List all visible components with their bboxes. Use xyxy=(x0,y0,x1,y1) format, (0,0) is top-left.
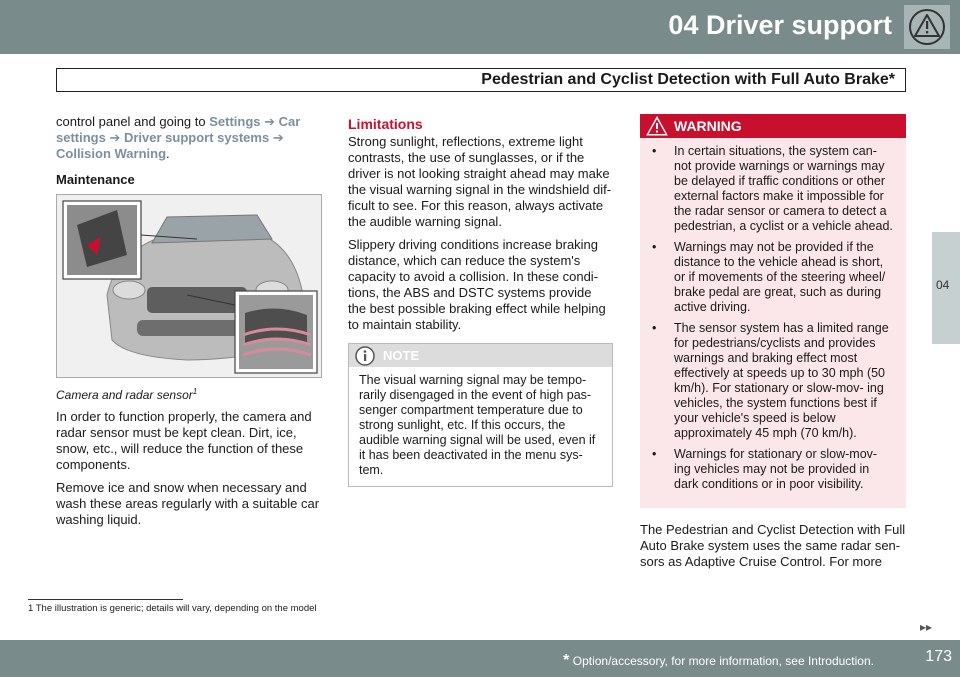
next-page-arrows-icon[interactable]: ▸▸ xyxy=(920,620,933,634)
maintenance-heading: Maintenance xyxy=(56,172,135,187)
footer-note: * Option/accessory, for more information, see Introduction. xyxy=(563,652,874,669)
limitations-paragraph-2: Slippery driving conditions increase braking distance, which can reduce the system's capacity to avoid a collision. In these condi- tions, the ABS and DSTC systems provide the best possible braking effect while helping to maintain stability. xyxy=(348,237,606,332)
column-1 xyxy=(56,114,324,535)
footnote-divider xyxy=(28,599,183,600)
arrow-right-icon: ➔ xyxy=(105,130,124,145)
menu-path-paragraph: control panel and going to Settings ➔ Car settings ➔ Driver support systems ➔ Collision Warning. xyxy=(56,114,301,161)
page-number: 173 xyxy=(925,648,952,665)
note-label: NOTE xyxy=(383,348,420,363)
menu-path-driver-support[interactable]: Driver support systems xyxy=(123,130,270,145)
warning-item: • In certain situations, the system can- not provide warnings or warnings may be delayed if traffic conditions or other external factors make it impossible for the radar sensor or camera to detect a pedestrian, a cyclist or a vehicle ahead. xyxy=(652,144,893,233)
limitations-paragraph-1: Strong sunlight, reflections, extreme light contrasts, the use of sunglasses, or if the driver is not looking straight ahead may make the visual warning signal in the windshield dif- ficult to see. For this reason, always activate the audible warning signal. xyxy=(348,134,612,229)
footnote: 1 The illustration is generic; details will vary, depending on the model xyxy=(28,603,317,614)
menu-path-collision-warning[interactable]: Collision Warning xyxy=(56,146,167,161)
section-title: Pedestrian and Cyclist Detection with Full Auto Brake* xyxy=(481,71,895,88)
warning-triangle-icon xyxy=(904,5,950,49)
warning-label: WARNING xyxy=(674,118,742,134)
chapter-title: 04 Driver support xyxy=(668,10,892,40)
arrow-right-icon: ➔ xyxy=(260,114,279,129)
section-title-box xyxy=(56,68,906,92)
radar-paragraph: The Pedestrian and Cyclist Detection with Full Auto Brake system uses the same radar sen- sors as Adaptive Cruise Control. For more xyxy=(640,522,906,569)
menu-path-car-settings[interactable]: Car settings xyxy=(56,114,301,145)
note-header xyxy=(349,344,612,367)
camera-radar-illustration xyxy=(56,194,322,378)
warning-box xyxy=(640,114,906,508)
warning-item: • Warnings for stationary or slow-mov- ing vehicles may not be provided in dark conditions or in poor visibility. xyxy=(652,447,878,491)
warning-header xyxy=(640,114,906,138)
chapter-side-tab[interactable] xyxy=(932,232,960,344)
warning-item: • The sensor system has a limited range for pedestrians/cyclists and provides warnings and braking effect most effectively at speeds up to 30 mph (50 km/h). For stationary or slow-mov- ing vehicles, the system functions best if your vehicle's speed is below approximately 45 mph (70 km/h). xyxy=(652,321,889,440)
header-bar xyxy=(0,0,960,54)
note-text: The visual warning signal may be tempo- rarily disengaged in the event of high pas- senger compartment temperature due to strong sunlight, etc. If this occurs, the audible warning signal will be used, even if it has been deactivated in the menu sys- tem. xyxy=(359,373,596,477)
column-2 xyxy=(348,114,613,487)
note-box xyxy=(348,343,613,487)
limitations-heading: Limitations xyxy=(348,116,423,132)
warning-item: • Warnings may not be provided if the distance to the vehicle ahead is short, or if movements of the steering wheel/ brake pedal are great, such as during active driving. xyxy=(652,240,886,314)
info-icon xyxy=(355,346,375,370)
maintenance-paragraph-2: Remove ice and snow when necessary and wash these areas regularly with a suitable car washing liquid. xyxy=(56,480,320,527)
menu-path-settings[interactable]: Settings xyxy=(209,114,261,129)
figure-caption: Camera and radar sensor$^1$ xyxy=(56,387,198,402)
footer-bar xyxy=(0,640,960,677)
warning-triangle-icon xyxy=(646,116,668,140)
chapter-side-tab-label: 04 xyxy=(936,278,950,292)
arrow-right-icon: ➔ xyxy=(269,130,284,145)
warning-list xyxy=(640,138,906,492)
column-3 xyxy=(640,114,906,577)
maintenance-paragraph-1: In order to function properly, the camera and radar sensor must be kept clean. Dirt, ice, snow, etc., will reduce the function of these components. xyxy=(56,409,312,472)
